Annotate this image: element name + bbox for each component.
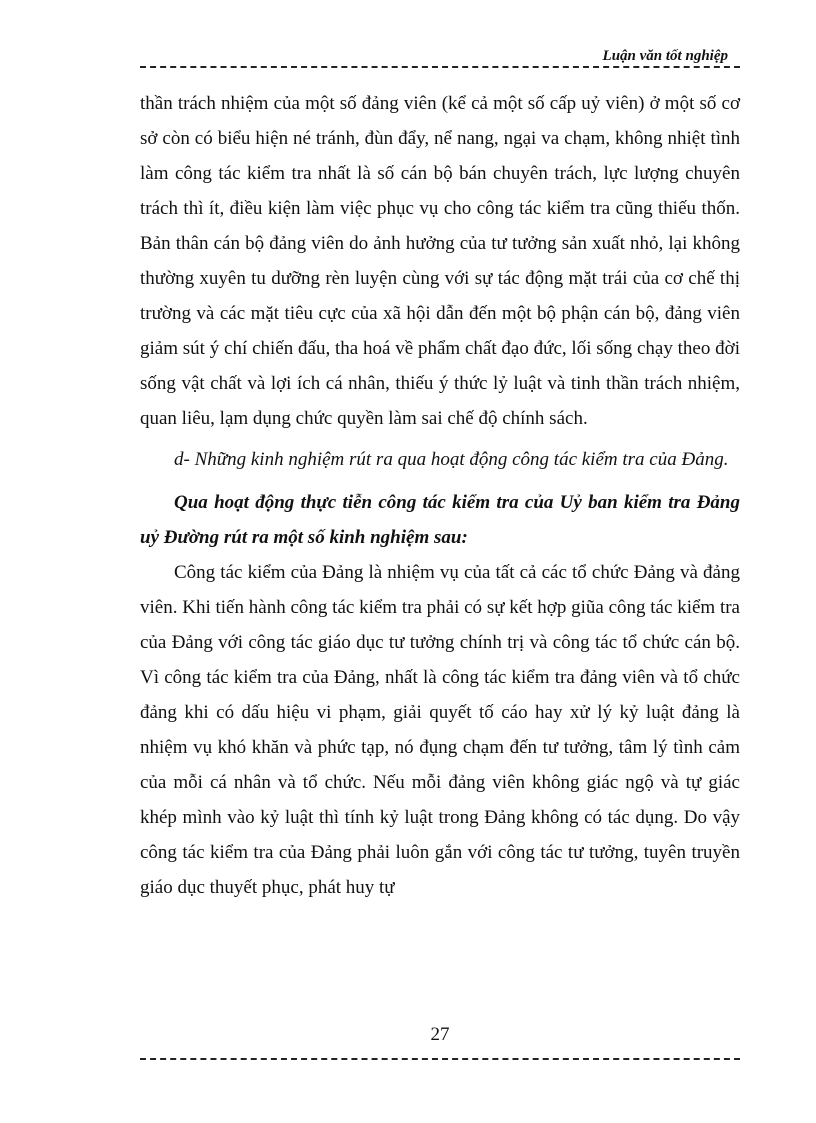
bold-italic-heading: Qua hoạt động thực tiễn công tác kiểm tra của Uỷ ban kiểm tra Đảng uỷ Đường rút ra một số kinh nghiệm sau: xyxy=(140,492,740,548)
page-body xyxy=(140,86,740,905)
body-paragraph-2: Công tác kiểm của Đảng là nhiệm vụ của tất cả các tổ chức Đảng và đảng viên. Khi tiến hành công tác kiểm tra phải có sự kết hợp giũa công tác kiểm tra của Đảng với công tác giáo dục tư tưởng chính trị và công tác tổ chức cán bộ. Vì công tác kiểm tra của Đảng, nhất là công tác kiểm tra đảng viên và tổ chức đảng khi có dấu hiệu vi phạm, giải quyết tố cáo hay xử lý kỷ luật đảng là nhiệm vụ khó khăn và phức tạp, nó đụng chạm đến tư tưởng, tâm lý tình cảm của mỗi cá nhân và tổ chức. Nếu mỗi đảng viên không giác ngộ và tự giác khép mình vào kỷ luật thì tính kỷ luật trong Đảng không có tác dụng. Do vậy công tác kiểm tra của Đảng phải luôn gắn với công tác tư tưởng, tuyên truyền giáo dục thuyết phục, phát huy tự xyxy=(140,562,740,898)
footer-dashed-divider xyxy=(140,1058,740,1060)
header-dashed-divider xyxy=(140,66,740,68)
page-number: 27 xyxy=(430,1024,450,1045)
section-subheading: d- Những kinh nghiệm rút ra qua hoạt động công tác kiểm tra của Đảng. xyxy=(174,449,729,470)
body-paragraph-1: thần trách nhiệm của một số đảng viên (kể cả một số cấp uỷ viên) ở một số cơ sở còn có biểu hiện né tránh, đùn đẩy, nể nang, ngại va chạm, không nhiệt tình làm công tác kiểm tra nhất là số cán bộ bán chuyên trách, lực lượng chuyên trách thì ít, điều kiện làm việc phục vụ cho công tác kiểm tra cũng thiếu thốn. Bản thân cán bộ đảng viên do ảnh hưởng của tư tưởng sản xuất nhỏ, lại không thường xuyên tu dưỡng rèn luyện cùng với sự tác động mặt trái của cơ chế thị trường và các mặt tiêu cực của xã hội dẫn đến một bộ phận cán bộ, đảng viên giảm sút ý chí chiến đấu, tha hoá về phẩm chất đạo đức, lối sống chạy theo đời sống vật chất và lợi ích cá nhân, thiếu ý thức lỷ luật và tinh thần trách nhiệm, quan liêu, lạm dụng chức quyền làm sai chế độ chính sách. xyxy=(140,93,740,429)
running-header-title: Luận văn tốt nghiệp xyxy=(602,48,728,64)
